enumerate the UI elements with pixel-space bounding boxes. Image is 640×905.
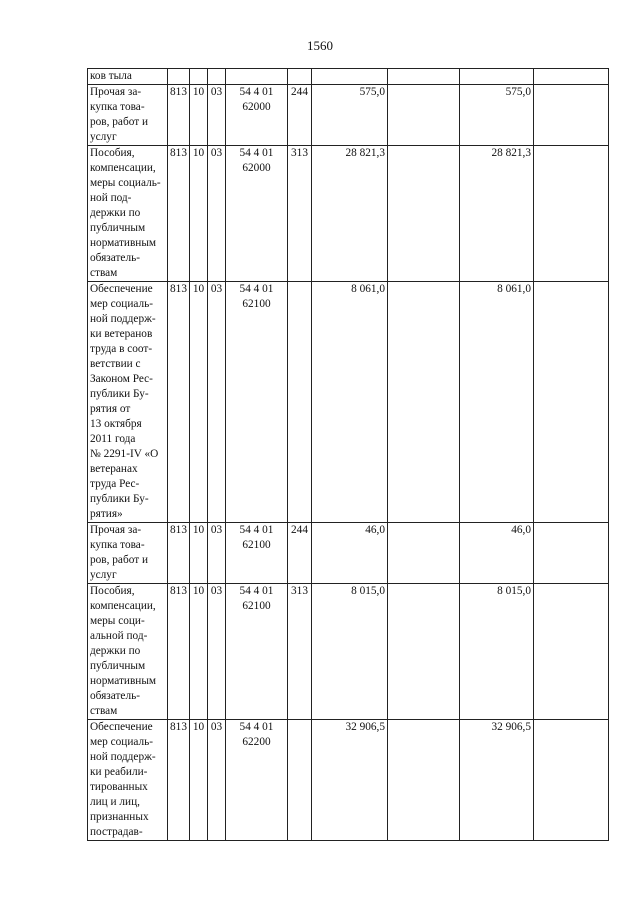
cell-line: ствам (90, 267, 118, 279)
cell-line: нормативным (90, 237, 157, 249)
row-name (88, 720, 168, 841)
cell-line: тированных (90, 781, 148, 793)
subsection-code: 03 (208, 584, 226, 720)
table-row (88, 720, 609, 841)
cell-line: Прочая за- (90, 86, 142, 98)
cell-line: публичным (90, 222, 146, 234)
amount-col8: 32 906,5 (460, 720, 534, 841)
cell-line: 62100 (242, 539, 271, 551)
admin-code: 813 (168, 282, 190, 523)
cell-line: 54 4 01 (239, 721, 274, 733)
amount-col7 (388, 720, 460, 841)
cell-line: 62100 (242, 600, 271, 612)
cell-line: публики Бу- (90, 388, 149, 400)
admin-code (168, 69, 190, 85)
cell-line: № 2291-IV «О (90, 448, 159, 460)
row-name (88, 69, 168, 85)
expense-type: 313 (288, 146, 312, 282)
amount-col9 (534, 146, 609, 282)
amount-col9 (534, 69, 609, 85)
amount-col7 (388, 69, 460, 85)
section-code: 10 (190, 523, 208, 584)
cell-line: 54 4 01 (239, 585, 274, 597)
cell-line: ной поддерж- (90, 313, 156, 325)
cell-line: ной под- (90, 192, 132, 204)
expense-type (288, 69, 312, 85)
cell-line: ветствии с (90, 358, 141, 370)
cell-line: купка това- (90, 539, 145, 551)
table-row (88, 584, 609, 720)
cell-line: ствам (90, 705, 118, 717)
cell-line: Обеспечение (90, 283, 153, 295)
cell-line: Пособия, (90, 147, 135, 159)
amount-total (312, 69, 388, 85)
amount-total: 32 906,5 (312, 720, 388, 841)
amount-col8: 8 061,0 (460, 282, 534, 523)
amount-col8 (460, 69, 534, 85)
cell-line: меры социаль- (90, 177, 161, 189)
cell-line: услуг (90, 131, 117, 143)
cell-line: держки по (90, 645, 141, 657)
amount-total: 8 061,0 (312, 282, 388, 523)
section-code: 10 (190, 720, 208, 841)
expense-type: 244 (288, 523, 312, 584)
subsection-code: 03 (208, 523, 226, 584)
table-row (88, 85, 609, 146)
subsection-code: 03 (208, 85, 226, 146)
section-code: 10 (190, 85, 208, 146)
admin-code: 813 (168, 85, 190, 146)
amount-col9 (534, 282, 609, 523)
subsection-code (208, 69, 226, 85)
target-article (226, 720, 288, 841)
target-article (226, 85, 288, 146)
cell-line: меры соци- (90, 615, 145, 627)
cell-line: ветеранах (90, 463, 138, 475)
row-name (88, 523, 168, 584)
cell-line: 54 4 01 (239, 86, 274, 98)
cell-line: ной поддерж- (90, 751, 156, 763)
section-code (190, 69, 208, 85)
page-number: 1560 (307, 38, 333, 53)
cell-line: Пособия, (90, 585, 135, 597)
amount-total: 46,0 (312, 523, 388, 584)
table-body (88, 69, 609, 841)
cell-line: признанных (90, 811, 149, 823)
admin-code: 813 (168, 146, 190, 282)
amount-col7 (388, 146, 460, 282)
amount-col9 (534, 584, 609, 720)
cell-line: купка това- (90, 101, 145, 113)
row-name (88, 85, 168, 146)
amount-total: 8 015,0 (312, 584, 388, 720)
amount-col7 (388, 85, 460, 146)
subsection-code: 03 (208, 720, 226, 841)
subsection-code: 03 (208, 146, 226, 282)
subsection-code: 03 (208, 282, 226, 523)
cell-line: 62000 (242, 101, 271, 113)
cell-line: 62000 (242, 162, 271, 174)
admin-code: 813 (168, 720, 190, 841)
cell-line: обязатель- (90, 690, 140, 702)
cell-line: пострадав- (90, 826, 143, 838)
cell-line: мер социаль- (90, 736, 154, 748)
cell-line: ров, работ и (90, 116, 148, 128)
cell-line: публики Бу- (90, 493, 149, 505)
cell-line: обязатель- (90, 252, 140, 264)
amount-col8: 575,0 (460, 85, 534, 146)
cell-line: ки ветеранов (90, 328, 153, 340)
cell-line: 13 октября (90, 418, 142, 430)
target-article (226, 584, 288, 720)
cell-line: ров, работ и (90, 554, 148, 566)
row-name (88, 282, 168, 523)
row-name (88, 584, 168, 720)
cell-line: Законом Рес- (90, 373, 153, 385)
admin-code: 813 (168, 584, 190, 720)
cell-line: 54 4 01 (239, 283, 274, 295)
amount-col8: 8 015,0 (460, 584, 534, 720)
cell-line: труда в соот- (90, 343, 153, 355)
cell-line: 2011 года (90, 433, 136, 445)
cell-line: рятия от (90, 403, 131, 415)
expense-type: 244 (288, 85, 312, 146)
amount-col9 (534, 720, 609, 841)
cell-line: лиц и лиц, (90, 796, 140, 808)
expense-type: 313 (288, 584, 312, 720)
cell-line: 62200 (242, 736, 271, 748)
cell-line: компенсации, (90, 600, 156, 612)
cell-line: 54 4 01 (239, 147, 274, 159)
cell-line: нормативным (90, 675, 157, 687)
cell-line: ки реабили- (90, 766, 148, 778)
amount-col7 (388, 523, 460, 584)
cell-line: рятия» (90, 508, 123, 520)
cell-line: Обеспечение (90, 721, 153, 733)
table-row (88, 69, 609, 85)
amount-col9 (534, 523, 609, 584)
amount-col8: 46,0 (460, 523, 534, 584)
table-row (88, 523, 609, 584)
row-name (88, 146, 168, 282)
cell-line: труда Рес- (90, 478, 140, 490)
cell-line: 62100 (242, 298, 271, 310)
cell-line: мер социаль- (90, 298, 154, 310)
amount-total: 575,0 (312, 85, 388, 146)
section-code: 10 (190, 584, 208, 720)
cell-line: ков тыла (90, 70, 132, 82)
target-article (226, 523, 288, 584)
amount-col8: 28 821,3 (460, 146, 534, 282)
expense-type (288, 282, 312, 523)
budget-table (87, 68, 609, 841)
target-article (226, 69, 288, 85)
amount-total: 28 821,3 (312, 146, 388, 282)
section-code: 10 (190, 146, 208, 282)
cell-line: компенсации, (90, 162, 156, 174)
cell-line: держки по (90, 207, 141, 219)
cell-line: альной под- (90, 630, 148, 642)
cell-line: услуг (90, 569, 117, 581)
amount-col7 (388, 282, 460, 523)
table-row (88, 282, 609, 523)
amount-col7 (388, 584, 460, 720)
section-code: 10 (190, 282, 208, 523)
amount-col9 (534, 85, 609, 146)
admin-code: 813 (168, 523, 190, 584)
table-row (88, 146, 609, 282)
target-article (226, 282, 288, 523)
expense-type (288, 720, 312, 841)
cell-line: 54 4 01 (239, 524, 274, 536)
cell-line: публичным (90, 660, 146, 672)
cell-line: Прочая за- (90, 524, 142, 536)
target-article (226, 146, 288, 282)
